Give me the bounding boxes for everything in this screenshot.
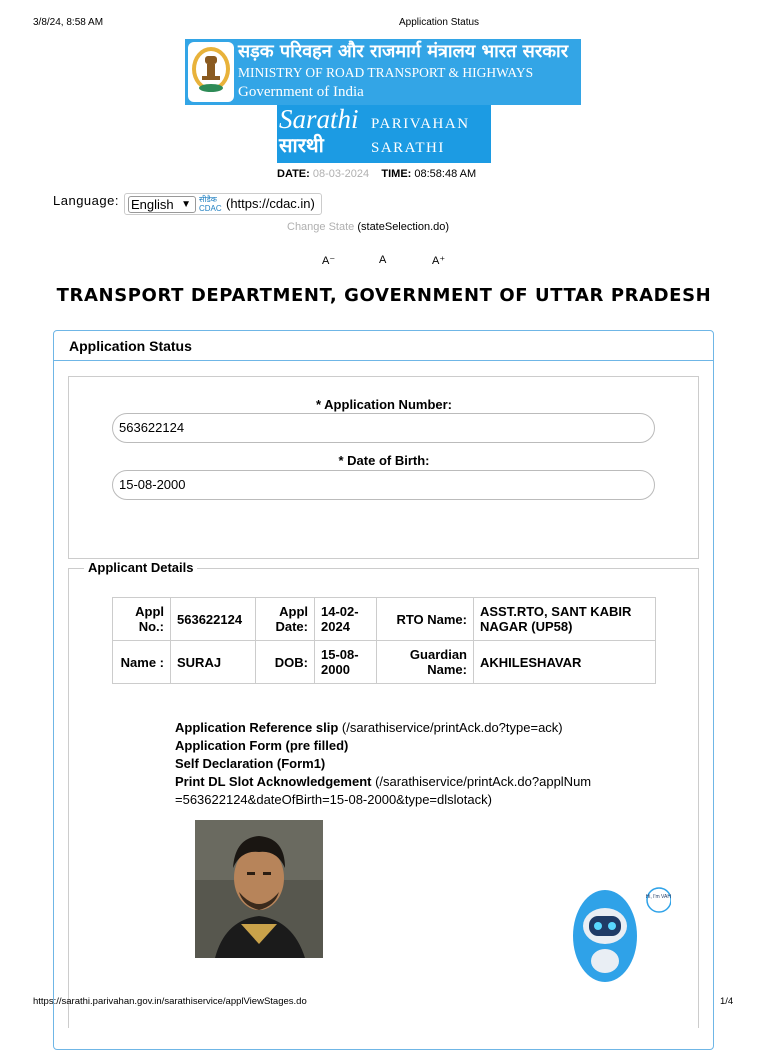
- gov-title: Government of India: [238, 84, 364, 100]
- language-selected: English: [131, 197, 174, 212]
- print-url: https://sarathi.parivahan.gov.in/sarathiservice/applViewStages.do: [33, 996, 307, 1007]
- appl-date-label: Appl Date:: [256, 598, 315, 641]
- panel-title: Application Status: [69, 338, 192, 354]
- language-select[interactable]: [128, 196, 196, 213]
- font-smaller-button[interactable]: A⁻: [322, 255, 336, 267]
- dl-slot-link[interactable]: [175, 773, 595, 809]
- sarathi-logo-en: Sarathi: [279, 104, 359, 134]
- ref-slip-label: Application Reference slip: [175, 720, 339, 735]
- chevron-down-icon: ▼: [181, 199, 191, 210]
- logo-text-sarathi: SARATHI: [371, 140, 445, 156]
- ministry-title: MINISTRY OF ROAD TRANSPORT & HIGHWAYS: [238, 65, 534, 80]
- date-time-bar: [277, 168, 476, 180]
- chatbot-bubble-text: Hi, I'm VAHI: [645, 894, 671, 900]
- applicant-details-table: [112, 597, 656, 684]
- print-links: [175, 719, 595, 809]
- app-number-label: * Application Number:: [315, 397, 453, 412]
- department-title: TRANSPORT DEPARTMENT, GOVERNMENT OF UTTAR PRADESH: [56, 285, 712, 306]
- dob-input[interactable]: 15-08-2000: [112, 470, 655, 500]
- rto-name-value: ASST.RTO, SANT KABIR NAGAR (UP58): [474, 598, 656, 641]
- ministry-hindi-title: सड़क परिवहन और राजमार्ग मंत्रालय भारत सरकार: [238, 41, 569, 62]
- cdac-hindi: सीडैक: [199, 195, 217, 204]
- font-normal-button[interactable]: A: [379, 254, 387, 266]
- app-number-input[interactable]: 563622124: [112, 413, 655, 443]
- guardian-name-label: Guardian Name:: [377, 641, 474, 684]
- table-row: [113, 598, 656, 641]
- print-title: Application Status: [399, 17, 480, 28]
- app-form-label: Application Form (pre filled): [175, 738, 349, 753]
- cdac-logo-icon[interactable]: [199, 195, 222, 213]
- language-label: Language:: [53, 193, 119, 208]
- date-value: 08-03-2024: [312, 168, 370, 180]
- appl-date-value: 14-02-2024: [315, 598, 377, 641]
- self-declaration-label: Self Declaration (Form1): [175, 756, 326, 771]
- logo-text-parivahan: PARIVAHAN: [371, 116, 470, 132]
- cdac-en: CDAC: [199, 204, 222, 213]
- print-page-number: 1/4: [720, 996, 734, 1007]
- sarathi-logo-hi: सारथी: [279, 133, 324, 157]
- dl-slot-label: Print DL Slot Acknowledgement: [175, 774, 372, 789]
- appl-no-label: Appl No.:: [113, 598, 171, 641]
- chatbot-robot-icon: [571, 886, 671, 986]
- time-label: TIME:: [381, 168, 412, 180]
- dob-table-value: 15-08-2000: [315, 641, 377, 684]
- time-value: 08:58:48 AM: [414, 168, 477, 180]
- appl-no-value: 563622124: [171, 598, 256, 641]
- chatbot-button[interactable]: [571, 886, 671, 986]
- change-state-url: (stateSelection.do): [357, 221, 450, 233]
- self-declaration-link[interactable]: [175, 755, 595, 773]
- dob-table-label: DOB:: [256, 641, 315, 684]
- panel-header: [54, 331, 713, 361]
- change-state-label: Change State: [287, 221, 355, 233]
- national-emblem-icon: [188, 42, 234, 102]
- font-larger-button[interactable]: A⁺: [432, 255, 446, 267]
- applicant-photo: [195, 820, 323, 958]
- dl-slot-url: (/sarathiservice/printAck.do?applNum=563622124&dateOfBirth=15-08-2000&type=dlslotack): [175, 774, 592, 807]
- date-label: DATE:: [277, 168, 310, 180]
- table-row: [113, 641, 656, 684]
- dob-label: * Date of Birth:: [338, 453, 430, 468]
- rto-name-label: RTO Name:: [377, 598, 474, 641]
- cdac-link[interactable]: (https://cdac.in): [226, 196, 315, 211]
- name-value: SURAJ: [171, 641, 256, 684]
- ref-slip-url: (/sarathiservice/printAck.do?type=ack): [341, 720, 563, 735]
- guardian-name-value: AKHILESHAVAR: [474, 641, 656, 684]
- name-label: Name :: [113, 641, 171, 684]
- ref-slip-link[interactable]: [175, 719, 595, 737]
- sarathi-logo[interactable]: [277, 105, 491, 163]
- ministry-banner[interactable]: [185, 39, 581, 105]
- language-box: [124, 193, 322, 215]
- app-form-link[interactable]: [175, 737, 595, 755]
- applicant-details-legend: Applicant Details: [84, 560, 197, 575]
- change-state-link[interactable]: [287, 221, 449, 233]
- print-datetime: 3/8/24, 8:58 AM: [33, 17, 104, 28]
